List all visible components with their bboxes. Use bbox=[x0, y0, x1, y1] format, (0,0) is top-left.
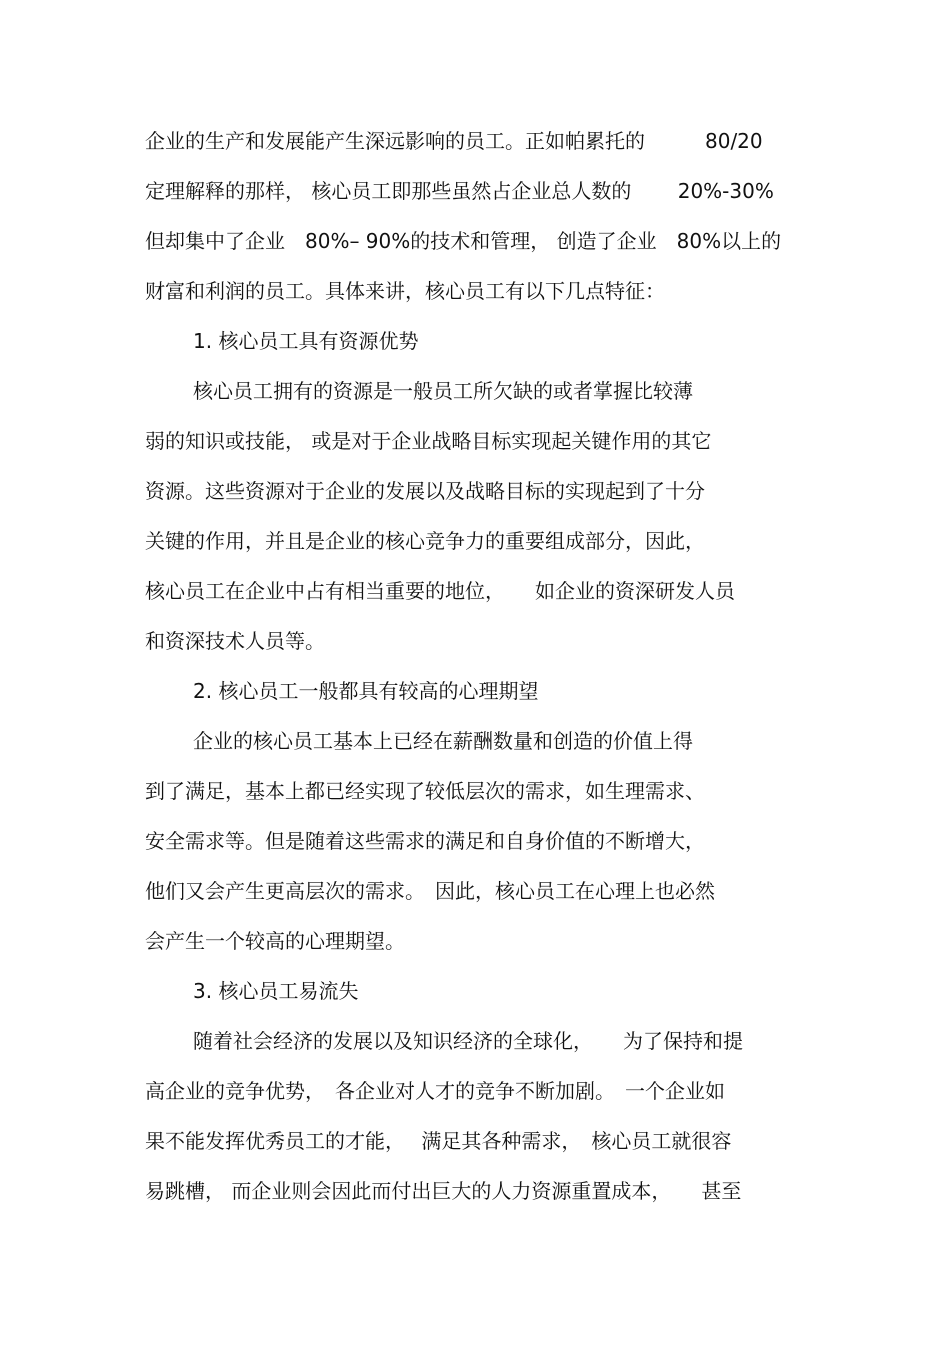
section-heading-2: 2. 核心员工一般都具有较高的心理期望 bbox=[193, 679, 539, 703]
text-line: 定理解释的那样， 核心员工即那些虽然占企业总人数的 20%-30% bbox=[145, 179, 774, 203]
text-line: 核心员工拥有的资源是一般员工所欠缺的或者掌握比较薄 bbox=[193, 379, 693, 403]
text-line: 财富和利润的员工。具体来讲，核心员工有以下几点特征： bbox=[145, 279, 665, 303]
text-line: 弱的知识或技能， 或是对于企业战略目标实现起关键作用的其它 bbox=[145, 429, 712, 453]
text-line: 高企业的竞争优势， 各企业对人才的竞争不断加剧。 一个企业如 bbox=[145, 1079, 725, 1103]
text-line: 他们又会产生更高层次的需求。 因此，核心员工在心理上也必然 bbox=[145, 879, 715, 903]
section-heading-3: 3. 核心员工易流失 bbox=[193, 979, 359, 1003]
text-line: 易跳槽， 而企业则会因此而付出巨大的人力资源重置成本， 甚至 bbox=[145, 1179, 742, 1203]
text-line: 到了满足，基本上都已经实现了较低层次的需求，如生理需求、 bbox=[145, 779, 705, 803]
text-line: 企业的生产和发展能产生深远影响的员工。正如帕累托的 80/20 bbox=[145, 129, 763, 153]
text-line: 安全需求等。但是随着这些需求的满足和自身价值的不断增大， bbox=[145, 829, 705, 853]
section-heading-1: 1. 核心员工具有资源优势 bbox=[193, 329, 419, 353]
text-line: 资源。这些资源对于企业的发展以及战略目标的实现起到了十分 bbox=[145, 479, 705, 503]
text-line: 随着社会经济的发展以及知识经济的全球化， 为了保持和提 bbox=[193, 1029, 743, 1053]
text-line: 会产生一个较高的心理期望。 bbox=[145, 929, 405, 953]
text-line: 和资深技术人员等。 bbox=[145, 629, 325, 653]
text-line: 核心员工在企业中占有相当重要的地位， 如企业的资深研发人员 bbox=[145, 579, 735, 603]
text-line: 关键的作用，并且是企业的核心竞争力的重要组成部分，因此， bbox=[145, 529, 705, 553]
text-line: 企业的核心员工基本上已经在薪酬数量和创造的价值上得 bbox=[193, 729, 693, 753]
text-line: 果不能发挥优秀员工的才能， 满足其各种需求， 核心员工就很容 bbox=[145, 1129, 732, 1153]
text-line: 但却集中了企业 80%– 90%的技术和管理， 创造了企业 80%以上的 bbox=[145, 229, 782, 253]
